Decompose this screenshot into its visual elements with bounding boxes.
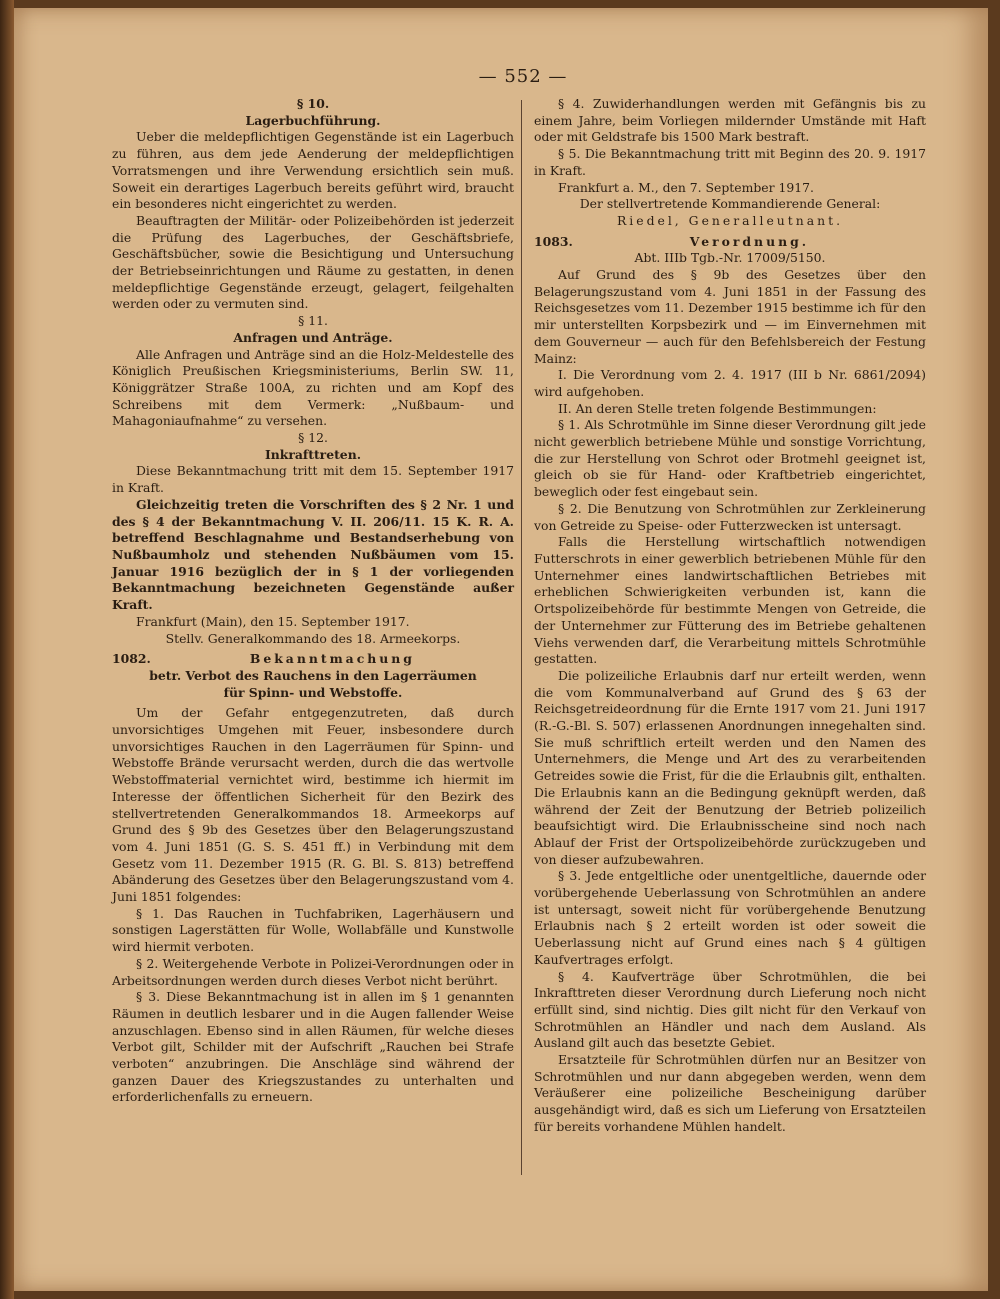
notice-1082-section-4: § 4. Zuwiderhandlungen werden mit Gefängnis bis zu einem Jahre, beim Vorliegen mildernder Umstände mit Haft oder mit Geldstrafe bis 1500 Mark bestraft. [534, 96, 926, 145]
notice-1083-paragraph-3: II. An deren Stelle treten folgende Bestimmungen: [558, 400, 877, 416]
section-12-date: Frankfurt (Main), den 15. September 1917. [136, 613, 410, 629]
section-12-paragraph-1: Diese Bekanntmachung tritt mit dem 15. September 1917 in Kraft. [112, 463, 514, 496]
notice-1082-paragraph-1: Um der Gefahr entgegenzutreten, daß durch unvorsichtiges Umgehen mit Feuer, insbesondere durch unvorsichtiges Rauchen in den Lagerräumen für Spinn- und Webstoffe Brände verursacht werden, durch die das wertvolle Webstoffmaterial vernichtet wird, bestimme ich hiermit im Interesse der öffentlichen Sicherheit für den Bezirk des stellvertretenden Generalkommandos 18. Armeekorps auf Grund des § 9b des Gesetzes über den Belagerungszustand vom 4. Juni 1851 (G. S. S. 451 ff.) in Verbindung mit dem Gesetz vom 11. Dezember 1915 (R. G. Bl. S. 813) betreffend Abänderung des Gesetzes über den Belagerungszustand vom 4. Juni 1851 folgendes: [112, 705, 514, 905]
section-12-heading: § 12. [298, 430, 328, 446]
notice-1083-paragraph-10: Ersatzteile für Schrotmühlen dürfen nur an Besitzer von Schrotmühlen und nur dann abgegeben werden, wenn dem Veräußerer eine polizeiliche Bescheinigung darüber ausgehändigt wird, daß es sich um Lieferung von Ersatzteilen für bereits vorhandene Mühlen handelt. [534, 1052, 926, 1134]
notice-1083-title: Verordnung. [689, 233, 810, 249]
section-11-title: Anfragen und Anträge. [233, 329, 393, 345]
notice-1082-paragraph-4: § 3. Diese Bekanntmachung ist in allen im § 1 genannten Räumen in deutlich lesbarer und in die Augen fallender Weise anzuschlagen. Ebenso sind in allen Räumen, für welche dieses Verbot gilt, Schilder mit der Aufschrift „Rauchen bei Strafe verboten“ anzubringen. Die Anschläge sind während der ganzen Dauer des Kriegszustandes zu unterhalten und erforderlichenfalls zu erneuern. [112, 989, 514, 1105]
notice-1082-subtitle-1: betr. Verbot des Rauchens in den Lagerräumen [149, 667, 477, 683]
notice-1083-paragraph-8: § 3. Jede entgeltliche oder unentgeltliche, dauernde oder vorübergehende Ueberlassung von Schrotmühlen an andere ist untersagt, soweit nicht für vorübergehende Benutzung Erlaubnis nach § 2 erteilt worden ist oder soweit die Ueberlassung nicht auf Grund eines nach § 4 gültigen Kaufvertrages erfolgt. [534, 868, 926, 967]
notice-1082-section-5: § 5. Die Bekanntmachung tritt mit Beginn des 20. 9. 1917 in Kraft. [534, 146, 926, 178]
notice-1082-signature-title: Der stellvertretende Kommandierende General: [579, 196, 881, 212]
notice-1083-paragraph-2: I. Die Verordnung vom 2. 4. 1917 (III b Nr. 6861/2094) wird aufgehoben. [534, 367, 926, 399]
book-binding [0, 0, 14, 1299]
notice-1083-paragraph-4: § 1. Als Schrotmühle im Sinne dieser Verordnung gilt jede nicht gewerblich betriebene Mühle und sonstige Vorrichtung, die zur Herstellung von Schrot oder Brotmehl geeignet ist, gleich ob sie für Hand- oder Kraftbetrieb eingerichtet, beweglich oder fest eingebaut sein. [534, 417, 926, 500]
column-divider [521, 100, 522, 1175]
notice-1082-subtitle-2: für Spinn- und Webstoffe. [223, 684, 403, 700]
section-10-title: Lagerbuchführung. [245, 112, 381, 128]
notice-1082-signature-name: Riedel, Generalleutnant. [616, 212, 844, 228]
notice-1082-paragraph-2: § 1. Das Rauchen in Tuchfabriken, Lagerhäusern und sonstigen Lagerstätten für Wolle, Wollabfälle und Kunstwolle wird hiermit verboten. [112, 905, 514, 955]
notice-1082-title: Bekanntmachung [249, 651, 415, 667]
notice-1083-paragraph-6: Falls die Herstellung wirtschaftlich notwendigen Futterschrots in einer gewerblich betriebenen Mühle für den Unternehmer eines landwirtschaftlichen Betriebes mit erheblichen Schwierigkeiten verbunden ist, kann die Ortspolizeibehörde für bestimmte Mengen von Getreide, die der Unternehmer zur Fütterung des im Betriebe gehaltenen Viehs verwenden darf, die Verarbeitung mittels Schrotmühle gestatten. [534, 534, 926, 667]
notice-1082-number: 1082. [112, 651, 151, 667]
section-11-paragraph: Alle Anfragen und Anträge sind an die Holz-Meldestelle des Königlich Preußischen Kriegsministeriums, Berlin SW. 11, Königgrätzer Straße 100A, zu richten und am Kopf des Schreibens mit dem Vermerk: „Nußbaum- und Mahagoniaufnahme“ zu versehen. [112, 346, 514, 429]
section-11-heading: § 11. [298, 313, 328, 329]
notice-1083-reference: Abt. IIIb Tgb.-Nr. 17009/5150. [634, 250, 826, 266]
notice-1083-paragraph-5: § 2. Die Benutzung von Schrotmühlen zur Zerkleinerung von Getreide zu Speise- oder Futterzwecken ist untersagt. [534, 500, 926, 533]
right-column [534, 96, 926, 1136]
notice-1082-paragraph-3: § 2. Weitergehende Verbote in Polizei-Verordnungen oder in Arbeitsordnungen werden durch dieses Verbot nicht berührt. [112, 955, 514, 988]
section-12-signature: Stellv. Generalkommando des 18. Armeekorps. [165, 630, 461, 646]
notice-1083-paragraph-7: Die polizeiliche Erlaubnis darf nur erteilt werden, wenn die vom Kommunalverband auf Grund des § 63 der Reichsgetreideordnung für die Ernte 1917 vom 21. Juni 1917 (R.-G.-Bl. S. 507) erlassenen Anordnungen innegehalten sind. Sie muß schriftlich erteilt werden und den Namen des Unternehmers, die Menge und Art des zu verarbeitenden Getreides sowie die Frist, für die die Erlaubnis gilt, enthalten. Die Erlaubnis kann an die Bedingung geknüpft werden, daß während der Zeit der Benutzung der Betrieb polizeilich beaufsichtigt wird. Die Erlaubnisscheine sind noch nach Ablauf der Frist der Ortspolizeibehörde zurückzugeben und von dieser aufzubewahren. [534, 667, 926, 867]
section-10-paragraph-2: Beauftragten der Militär- oder Polizeibehörden ist jederzeit die Prüfung des Lagerbuches, der Geschäftsbriefe, Geschäftsbücher, sowie die Besichtigung und Untersuchung der Betriebseinrichtungen und Räume zu gestatten, in denen meldepflichtige Gegenstände erzeugt, gelagert, feilgehalten werden oder zu vermuten sind. [112, 212, 514, 312]
left-column [112, 96, 514, 1106]
page-number: — 552 — [478, 66, 568, 87]
section-10-heading: § 10. [296, 96, 330, 111]
notice-1083-paragraph-1: Auf Grund des § 9b des Gesetzes über den Belagerungszustand vom 4. Juni 1851 in der Fassung des Reichsgesetzes vom 11. Dezember 1915 bestimme ich für den mir unterstellten Korpsbezirk und — im Einvernehmen mit dem Gouverneur — auch für den Befehlsbereich der Festung Mainz: [534, 267, 926, 366]
section-10-paragraph-1: Ueber die meldepflichtigen Gegenstände ist ein Lagerbuch zu führen, aus dem jede Aenderung der meldepflichtigen Vorratsmengen und ihre Verwendung ersichtlich sein muß. Soweit ein derartiges Lagerbuch bereits geführt wird, braucht ein besonderes nicht eingerichtet zu werden. [112, 129, 514, 212]
notice-1083-paragraph-9: § 4. Kaufverträge über Schrotmühlen, die bei Inkrafttreten dieser Verordnung durch Lieferung noch nicht erfüllt sind, sind nichtig. Dies gilt nicht für den Verkauf von Schrotmühlen an Händler und nach dem Ausland. Als Ausland gilt auch das besetzte Gebiet. [534, 968, 926, 1051]
notice-1082-date: Frankfurt a. M., den 7. September 1917. [558, 179, 814, 195]
section-12-paragraph-2: Gleichzeitig treten die Vorschriften des § 2 Nr. 1 und des § 4 der Bekanntmachung V. II. 206/11. 15 K. R. A. betreffend Beschlagnahme und Bestandserhebung von Nußbaumholz und stehenden Nußbäumen vom 15. Januar 1916 bezüglich der in § 1 der vorliegenden Bekanntmachung bezeichneten Gegenstände außer Kraft. [112, 496, 514, 613]
notice-1083-number: 1083. [534, 233, 573, 249]
notice-1083-header [534, 234, 926, 251]
notice-1082-header [112, 651, 514, 668]
section-12-title: Inkrafttreten. [264, 446, 362, 462]
